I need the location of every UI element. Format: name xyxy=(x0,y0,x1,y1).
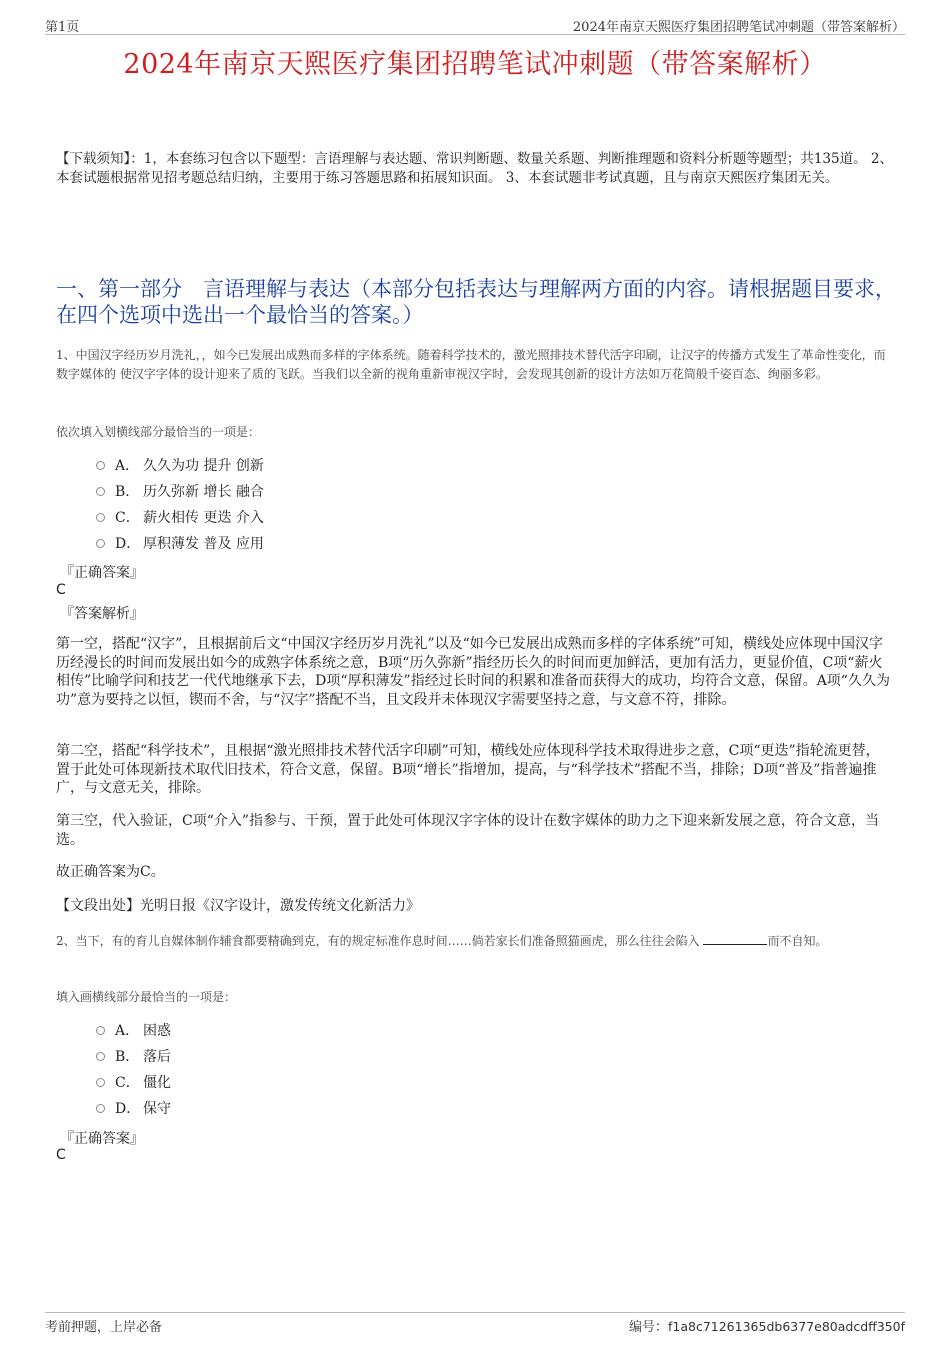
option-letter: B． xyxy=(115,484,140,500)
option-letter: D． xyxy=(115,1101,141,1117)
page-footer xyxy=(45,1312,905,1333)
question-1-options xyxy=(96,452,264,556)
analysis-conclusion: 故正确答案为C。 xyxy=(56,864,165,880)
question-1-prompt: 依次填入划横线部分最恰当的一项是： xyxy=(56,425,261,439)
option-d[interactable] xyxy=(96,530,264,556)
page-header xyxy=(45,14,905,35)
question-2-text-before: 2、当下，有的育儿自媒体制作辅食都要精确到克，有的规定标准作息时间……倘若家长们准备照猫画虎，那么往往会陷入 xyxy=(56,934,700,948)
analysis-paragraph: 第一空，搭配“汉字”，且根据前后文“中国汉字经历岁月洗礼”以及“如今已发展出成熟而多样的字体系统”可知，横线处应体现中国汉字历经漫长的时间而发展出如今的成熟字体系统之意，B项“历久弥新”指经历长久的时间而更加鲜活，更加有活力，更显价值，C项“薪火相传”比喻学问和技艺一代代地继承下去，D项“厚积薄发”指经过长时间的积累和准备而获得大的成功，均符合文意，保留。A项“久久为功”意为要持之以恒，锲而不舍，与“汉字”搭配不当，且文段并未体现汉字需要坚持之意，与文意不符，排除。 xyxy=(56,636,890,708)
analysis-paragraph: 第三空，代入验证，C项“介入”指参与、干预，置于此处可体现汉字字体的设计在数字媒体的助力之下迎来新发展之意，符合文意，当选。 xyxy=(56,813,880,848)
answer-value: C xyxy=(56,582,66,598)
radio-icon[interactable] xyxy=(96,1052,105,1061)
option-b[interactable] xyxy=(96,1043,171,1069)
page-title: 2024年南京天熙医疗集团招聘笔试冲刺题（带答案解析） xyxy=(123,49,827,80)
analysis-paragraph: 第二空，搭配“科学技术”，且根据“激光照排技术替代活字印刷”可知，横线处应体现科学技术取得进步之意，C项“更迭”指轮流更替，置于此处可体现新技术取代旧技术，符合文意，保留。B项“增长”指增加，提高，与“科学技术”搭配不当，排除；D项“普及”指普遍推广，与文意无关，排除。 xyxy=(56,743,880,796)
download-notice: 【下载须知】：1，本套练习包含以下题型：言语理解与表达题、常识判断题、数量关系题、判断推理题和资料分析题等题型；共135道。 2、本套试题根据常见招考题总结归纳，主要用于练习答题思路和拓展知识面。 3、本套试题非考试真题，且与南京天熙医疗集团无关。 xyxy=(56,151,893,186)
answer-label: 『正确答案』 xyxy=(60,1131,144,1147)
option-text: 久久为功 提升 创新 xyxy=(143,458,264,474)
option-letter: B． xyxy=(115,1049,140,1065)
code-value: f1a8c71261365db6377e80adcdff350f xyxy=(667,1319,905,1334)
question-2-text xyxy=(56,932,896,951)
question-1-text: 1、中国汉字经历岁月洗礼，，如今已发展出成熟而多样的字体系统。随着科学技术的，激光照排技术替代活字印刷，让汉字的传播方式发生了革命性变化，而数字媒体的 使汉字字体的设计迎来了质的飞跃。当我们以全新的视角重新审视汉字时，会发现其创新的设计方法如万花筒般千姿百态、绚丽多彩。 xyxy=(56,348,886,381)
analysis-label: 『答案解析』 xyxy=(60,606,144,622)
header-doc-title: 2024年南京天熙医疗集团招聘笔试冲刺题（带答案解析） xyxy=(572,20,905,35)
radio-icon[interactable] xyxy=(96,539,105,548)
question-2-prompt: 填入画横线部分最恰当的一项是： xyxy=(56,990,237,1004)
option-c[interactable] xyxy=(96,1069,171,1095)
page-number: 第1页 xyxy=(45,20,80,35)
option-letter: D． xyxy=(115,536,141,552)
answer-blank xyxy=(703,933,767,945)
option-a[interactable] xyxy=(96,452,264,478)
analysis-source: 【文段出处】光明日报《汉字设计，激发传统文化新活力》 xyxy=(56,898,420,914)
option-b[interactable] xyxy=(96,478,264,504)
option-letter: C． xyxy=(115,1075,140,1091)
option-text: 历久弥新 增长 融合 xyxy=(143,484,264,500)
option-letter: C． xyxy=(115,510,140,526)
radio-icon[interactable] xyxy=(96,1078,105,1087)
option-d[interactable] xyxy=(96,1095,171,1121)
footer-code xyxy=(629,1316,905,1335)
option-a[interactable] xyxy=(96,1017,171,1043)
radio-icon[interactable] xyxy=(96,1026,105,1035)
option-text: 薪火相传 更迭 介入 xyxy=(143,510,264,526)
radio-icon[interactable] xyxy=(96,513,105,522)
code-label: 编号： xyxy=(628,1320,668,1335)
option-text: 僵化 xyxy=(143,1075,171,1091)
option-c[interactable] xyxy=(96,504,264,530)
section-heading: 一、第一部分 言语理解与表达（本部分包括表达与理解两方面的内容。请根据题目要求，在四个选项中选出一个最恰当的答案。） xyxy=(56,277,896,327)
option-text: 厚积薄发 普及 应用 xyxy=(143,536,264,552)
answer-label: 『正确答案』 xyxy=(60,565,144,581)
answer-value: C xyxy=(56,1147,66,1163)
radio-icon[interactable] xyxy=(96,1104,105,1113)
option-letter: A． xyxy=(115,458,140,474)
option-letter: A． xyxy=(115,1023,140,1039)
question-2-options xyxy=(96,1017,171,1121)
option-text: 保守 xyxy=(143,1101,171,1117)
footer-slogan: 考前押题，上岸必备 xyxy=(45,1320,163,1335)
option-text: 落后 xyxy=(143,1049,171,1065)
radio-icon[interactable] xyxy=(96,461,105,470)
question-2-text-after: 而不自知。 xyxy=(767,934,828,948)
radio-icon[interactable] xyxy=(96,487,105,496)
option-text: 困惑 xyxy=(143,1023,171,1039)
